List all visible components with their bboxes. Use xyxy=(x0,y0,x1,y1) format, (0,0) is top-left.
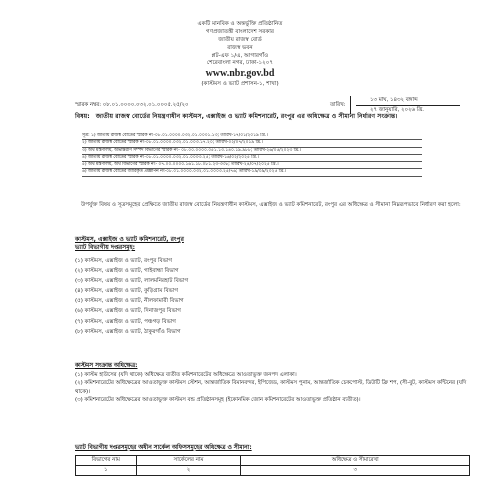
division-item: (৬) কাস্টমস, এক্সাইজ ও ভ্যাট, দিনাজপুর বিভাগ xyxy=(75,308,181,315)
table-header-cell: বিভাগের নাম xyxy=(76,456,137,466)
table-header-cell: সার্কেলের নাম xyxy=(136,456,241,466)
commissionerate-title: কাস্টমস, এক্সাইজ ও ভ্যাট কমিশনারেট, রংপুর xyxy=(75,236,184,243)
date-label: তারিখ: xyxy=(330,102,346,108)
division-item: (৪) কাস্টমস, এক্সাইজ ও ভ্যাট, কুড়িগ্রাম বিভাগ xyxy=(75,288,178,295)
table-header-row xyxy=(76,456,470,466)
table-cell: ২ xyxy=(136,466,241,476)
division-item: (৮) কাস্টমস, এক্সাইজ ও ভ্যাট, ঠাকুরগাঁও বিভাগ xyxy=(75,328,181,335)
reference-list xyxy=(82,133,462,177)
jurisdiction-item: (৩) কমিশনারেটের অধিক্ষেত্রের আওতাভুক্ত কাস্টমস বন্ড প্রতিষ্ঠানসমূহ (ইকোনমিক জোন কমিশনারেটের আওতাভুক্ত প্রতিষ্ঠান ব্যতীত)। xyxy=(75,397,361,404)
jurisdiction-item: (২) কমিশনারেটের অধিক্ষেত্রের আওতাভুক্ত কাস্টমস স্টেশন, আন্তর্জাতিক বিমানবন্দর, ইপিজেড, কাস্টমস পুনাম, আন্তর্জাতিক চেকপোস্ট, ডিউটি ফ্রি শপ, (সী-বুট, কাস্টমস কন্টিনের (যদি থাকে)। xyxy=(75,380,467,395)
body-paragraph: উপর্যুক্ত বিষয় ও সূত্রসমূহের প্রেক্ষিতে জাতীয় রাজস্ব বোর্ডের নিয়ন্ত্রণাধীন কাস্টমস, এক্সাইজ ও ভ্যাট কমিশনারেট, রংপুর এর অধিক্ষেত্র ও সীমানা নিম্নরূপভাবে নির্ধারণ করা হলো: xyxy=(81,202,461,208)
table-cell: ৩ xyxy=(241,466,470,476)
reference-item: সূত্র: ১) জাতীয় রাজস্ব বোর্ডের স্মারক নং-০৮.০১.০০০০.০৩২.০১.০০০১.১৩; তারিখ-১৭/০১/২০১৯ খ্রি.। xyxy=(82,133,462,140)
table-cell: ১ xyxy=(76,466,137,476)
date-divider xyxy=(350,96,353,114)
date-bangla: ১৩ মাঘ, ১৪৩২ বঙ্গাব্দ xyxy=(370,97,418,103)
reference-item: ৬) জাতীয় রাজস্ব বোর্ডের জারিকৃত প্রজ্ঞাপন নং-০৮.০১.০০০০.০৩২.০১.০০০৩.২৫/৭৬; তারিখ-১৯/০৯/২০২৫ খ্রি.। xyxy=(82,169,462,176)
table-header-cell: অধিক্ষেত্র ও সীমারেখা xyxy=(241,456,470,466)
division-item: (৩) কাস্টমস, এক্সাইজ ও ভ্যাট, লালমনিরহাট বিভাগ xyxy=(75,278,189,285)
division-item: (৫) কাস্টমস, এক্সাইজ ও ভ্যাট, নীলফামারী বিভাগ xyxy=(75,298,184,305)
reference-item: ৫) অর্থ মন্ত্রণালয়, অর্থ বিভাগের স্মারক নং- ০৭.০০.০০০০.১৬১.১৮.০৮১.২৩-৩৩৮; তারিখ-২৪/০৭/২০২৫ খ্রি.। xyxy=(82,162,462,169)
section-heading xyxy=(75,236,184,252)
header-line: শেরেবাংলা নগর, ঢাকা-১২০৭ xyxy=(206,60,274,66)
customs-jurisdiction-list xyxy=(75,371,470,405)
reference-item: ৩) অর্থ মন্ত্রণালয়, অভ্যন্তরীণ সম্পদ বিভাগের স্মারক নং- ০৮.০০.০০০০.০৫১.১৩.১৪০.১৯.৯৮৮; তারিখ-২৬/০৫/২০২৩ খ্রি.। xyxy=(82,148,462,155)
vat-divisions-heading: ভ্যাট বিভাগীয় দপ্তরসমূহ: xyxy=(75,244,136,251)
division-item: (৭) কাস্টমস, এক্সাইজ ও ভ্যাট, পঞ্চগড় বিভাগ xyxy=(75,318,176,325)
division-list xyxy=(75,256,188,337)
circle-table-title: ভ্যাট বিভাগীয় দপ্তরসমূহের অধীন সার্কেল অফিসসমূহের অধিক্ষেত্র ও সীমানা: xyxy=(75,445,252,451)
customs-jurisdiction-heading: কাস্টমস সংক্রান্ত অধিক্ষেত্র: xyxy=(75,363,138,369)
header-line: জাতীয় রাজস্ব বোর্ড xyxy=(218,37,262,43)
date-english: ২৭ জানুয়ারি, ২০২৬ খ্রি. xyxy=(370,107,424,113)
table-row xyxy=(76,466,470,476)
jurisdiction-item: (১) কাস্টম হাউসের (যদি থাকে) অধিক্ষেত্র ব্যতীত কমিশনারেটের অধিক্ষেত্রে আওতাভুক্ত জনপদ এলাকা। xyxy=(75,372,297,378)
division-item: (২) কাস্টমস, এক্সাইজ ও ভ্যাট, গাইবান্ধা বিভাগ xyxy=(75,268,179,275)
website-link[interactable]: www.nbr.gov.bd xyxy=(205,68,275,79)
date-rule xyxy=(356,105,460,106)
subject-line xyxy=(75,113,470,121)
memo-reference-number: স্মারক নম্বর: ০৮.০১.০০০০.০৩২.০১.০০০৫.২৫/২০ xyxy=(75,102,189,108)
reference-item: ২) জাতীয় রাজস্ব বোর্ডের স্মারক নং-০৮.০১.০০০০.০৩২.০১.০০৩.১৭.২০; তারিখ-০২/০৭/২০১৯ খ্রি.। xyxy=(82,140,462,147)
header-line: একটি মানবিক ও অন্তর্ভুক্তি প্রতিষ্ঠানিত xyxy=(197,21,283,27)
circle-jurisdiction-table xyxy=(75,455,470,476)
header-line: রাজস্ব ভবন xyxy=(227,45,253,51)
department-line: (কাস্টমস ও ভ্যাট প্রশাসন-১, শাখা) xyxy=(201,81,279,87)
division-item: (১) কাস্টমস, এক্সাইজ ও ভ্যাট, রংপুর বিভাগ xyxy=(75,258,172,264)
reference-item: ৪) জাতীয় রাজস্ব বোর্ডের স্মারক নং-০৮.০১.০০০০.০৩২.০১.০০০৩.২৫; তারিখ-১৬/০২/২০২৫ খ্রি.। xyxy=(82,155,462,162)
subject-text: জাতীয় রাজস্ব বোর্ডের নিয়ন্ত্রণাধীন কাস্টমস, এক্সাইজ ও ভ্যাট কমিশনারেট, রংপুর এর অধিক্ষেত্র ও সীমানা নির্ধারণ সংক্রান্ত। xyxy=(95,113,398,120)
header-line: প্লট-এফ ১/এ, আগারগাঁও xyxy=(211,53,269,59)
subject-label: বিষয়: xyxy=(75,113,90,120)
header-line: গণপ্রজাতন্ত্রী বাংলাদেশ সরকার xyxy=(206,29,274,35)
